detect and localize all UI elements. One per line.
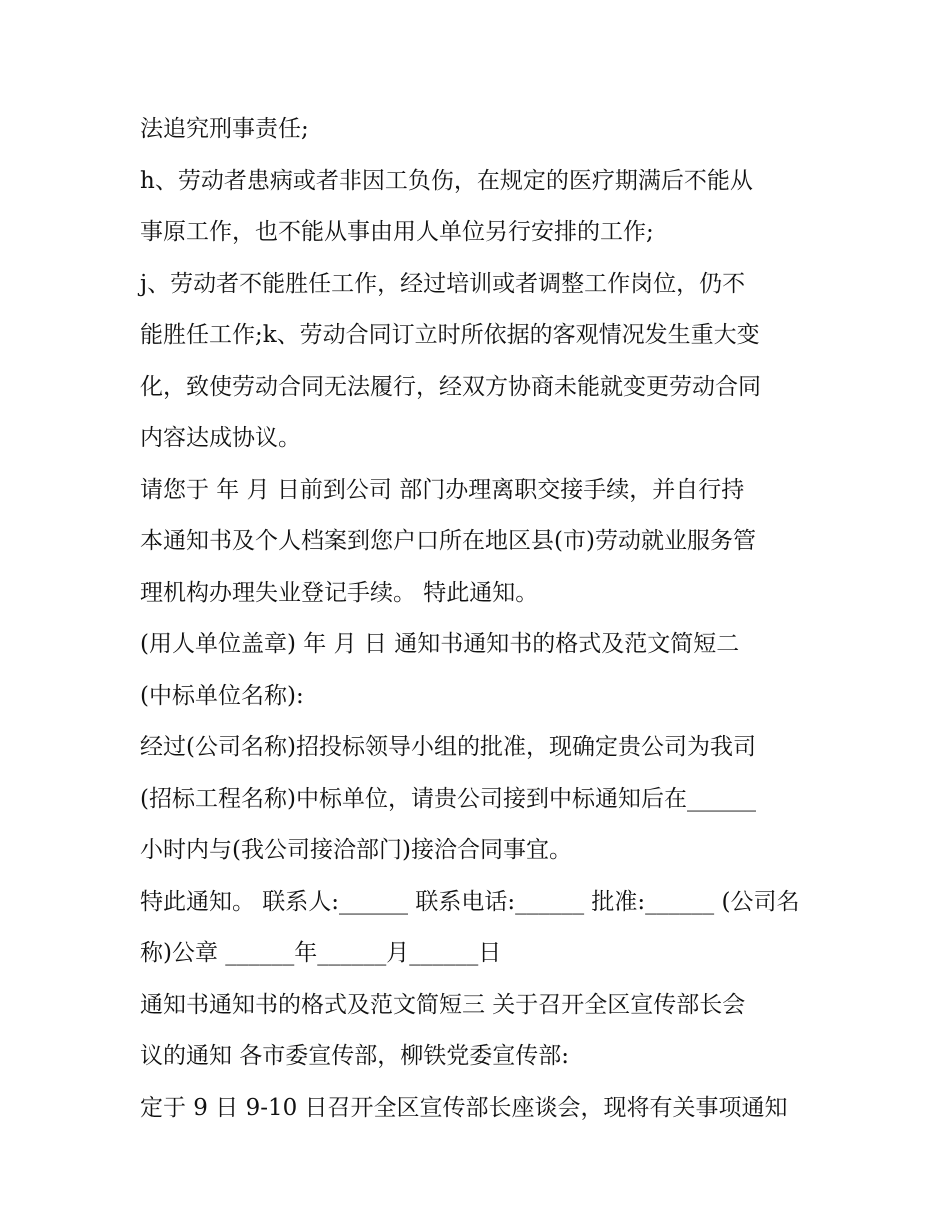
- text-line: 能胜任工作;k、劳动合同订立时所依据的客观情况发生重大变: [140, 322, 760, 348]
- text-line: 议的通知 各市委宣传部，柳铁党委宣传部:: [140, 1043, 570, 1069]
- text-line: 请您于 年 月 日前到公司 部门办理离职交接手续，并自行持: [140, 476, 745, 503]
- text-line: 经过(公司名称)招投标领导小组的批准，现确定贵公司为我司: [140, 734, 756, 760]
- text-line: 特此通知。 联系人:______ 联系电话:______ 批准:______ (公司名: [140, 888, 800, 915]
- text-line: (招标工程名称)中标单位，请贵公司接到中标通知后在______: [140, 785, 756, 812]
- text-line: 理机构办理失业登记手续。 特此通知。: [140, 579, 539, 606]
- text-line: 称)公章 ______年______月______日: [140, 940, 502, 966]
- text-line: (用人单位盖章) 年 月 日 通知书通知书的格式及范文简短二: [140, 631, 740, 657]
- text-line: 本通知书及个人档案到您户口所在地区县(市)劳动就业服务管: [140, 528, 756, 554]
- text-line: 小时内与(我公司接洽部门)接洽合同事宜。: [140, 837, 572, 863]
- text-line: j、劳动者不能胜任工作，经过培训或者调整工作岗位，仍不: [140, 270, 746, 297]
- text-line: 事原工作，也不能从事由用人单位另行安排的工作;: [140, 219, 654, 245]
- text-line: 定于 9 日 9-10 日召开全区宣传部长座谈会，现将有关事项通知: [140, 1094, 788, 1121]
- document-body: [140, 104, 820, 1134]
- text-line: 化，致使劳动合同无法履行，经双方协商未能就变更劳动合同: [140, 373, 761, 400]
- text-line: 内容达成协议。: [140, 425, 301, 451]
- text-line: h、劳动者患病或者非因工负伤，在规定的医疗期满后不能从: [140, 167, 753, 194]
- text-line: (中标单位名称):: [140, 682, 304, 709]
- text-line: 通知书通知书的格式及范文简短三 关于召开全区宣传部长会: [140, 991, 746, 1018]
- text-line: 法追究刑事责任;: [140, 116, 309, 142]
